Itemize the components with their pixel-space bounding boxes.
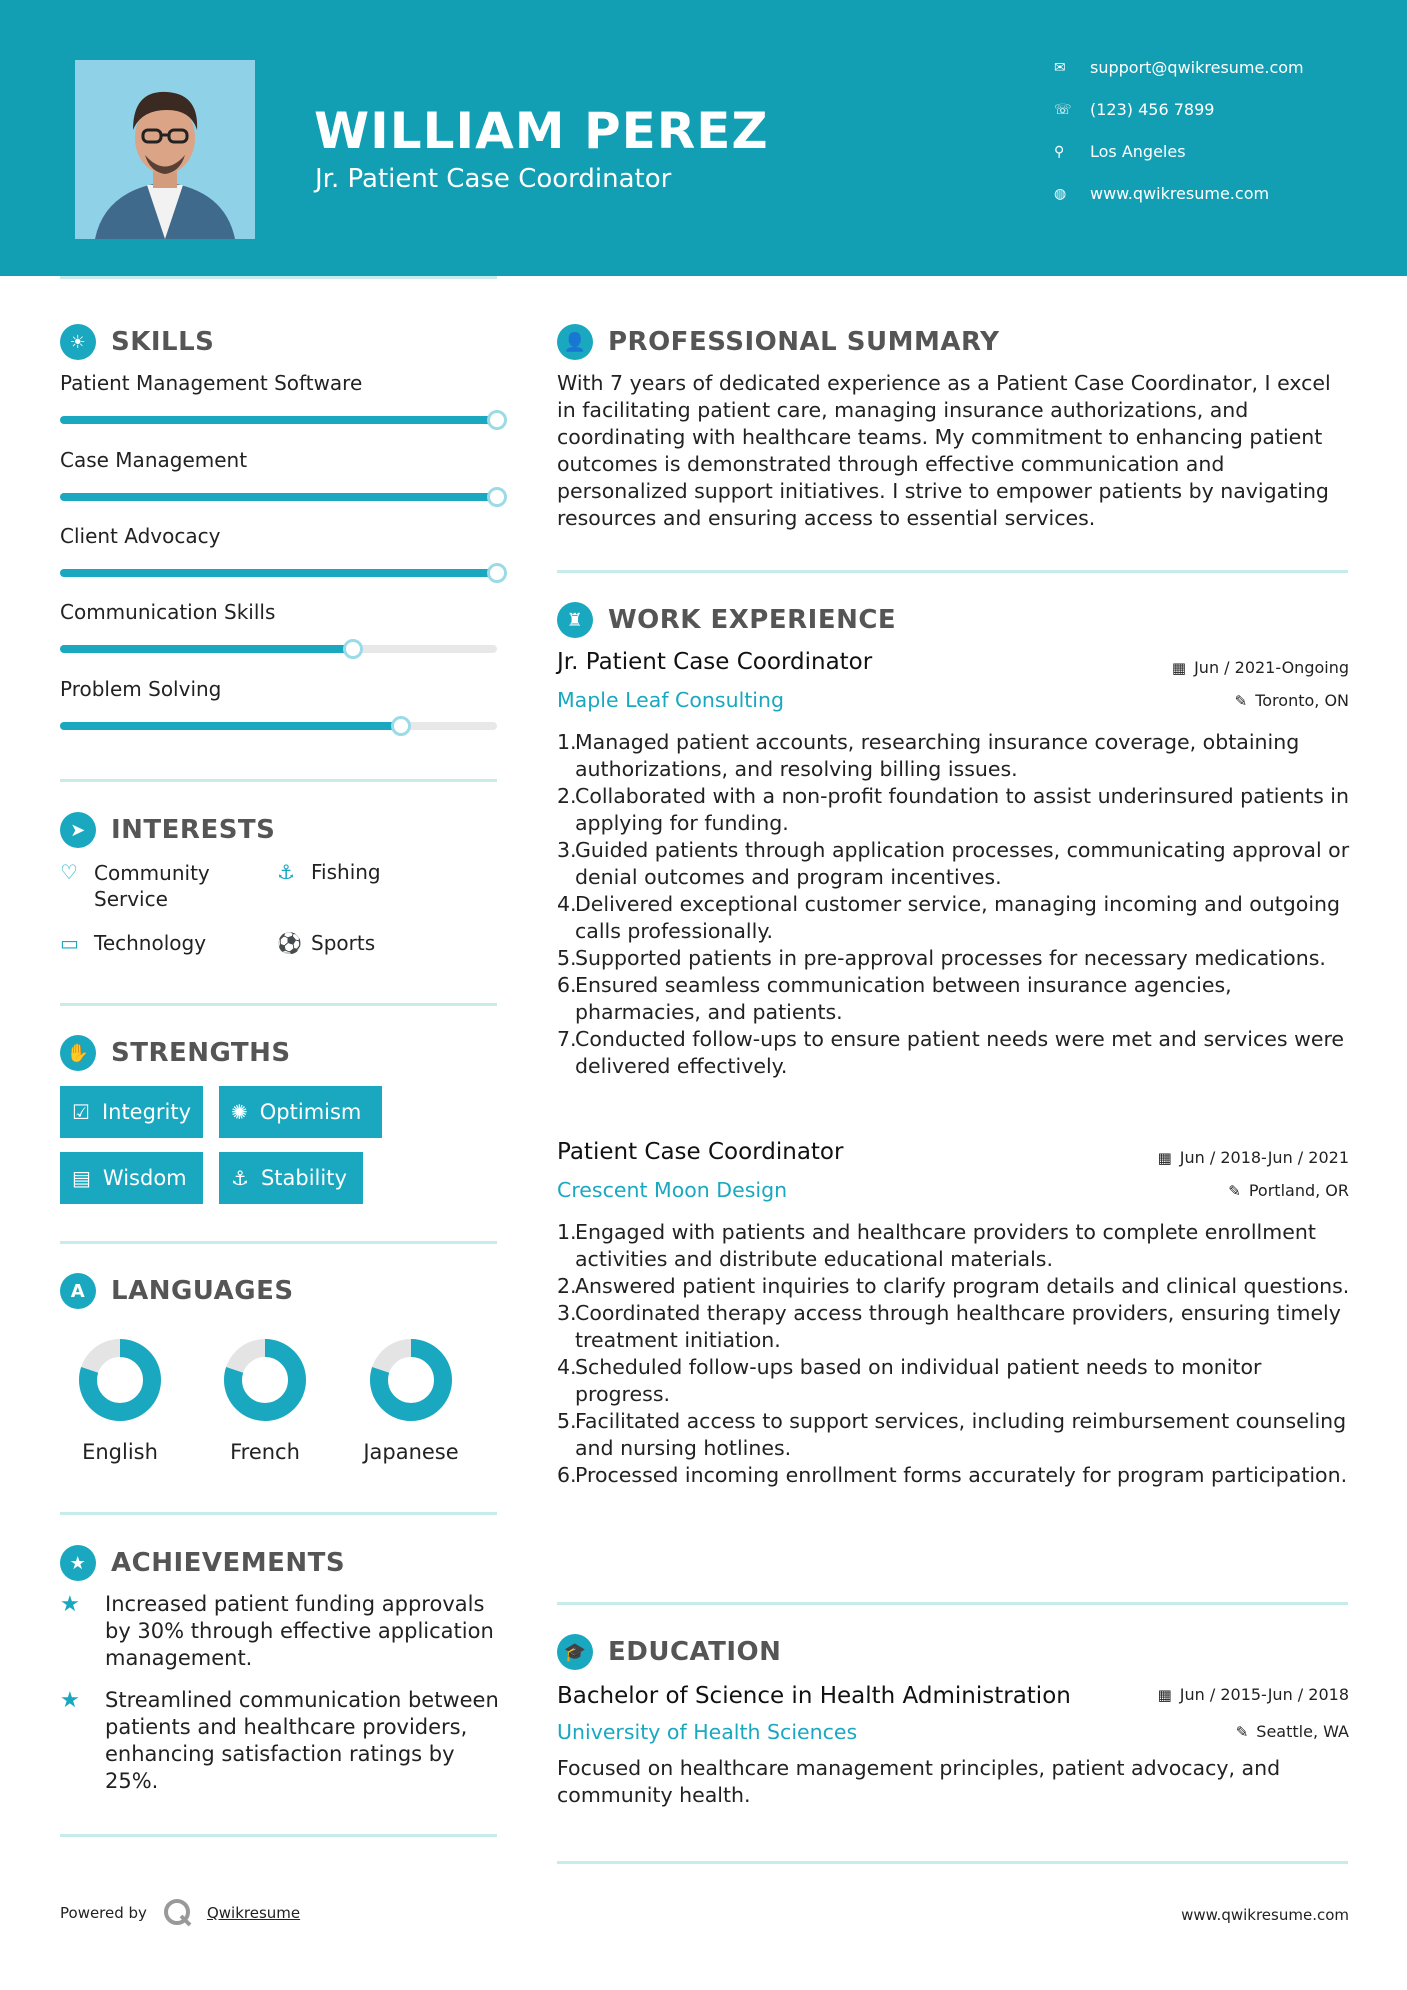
language-rings [60, 1325, 500, 1445]
education-dates: ▦ Jun / 2015-Jun / 2018 [1157, 1685, 1349, 1704]
pushpin-icon: ✎ [1235, 1723, 1249, 1741]
location-pin-icon: ⚲ [1054, 143, 1065, 160]
skill-name: Case Management [60, 448, 248, 472]
skill-name: Patient Management Software [60, 371, 363, 395]
job-bullet: 3. Coordinated therapy access through healthcare providers, ensuring timely treatment initiation. [557, 1301, 1341, 1352]
divider [60, 1512, 497, 1515]
summary-heading: 👤 PROFESSIONAL SUMMARY [557, 324, 999, 360]
skill-bar-fill [60, 722, 401, 730]
skill-name: Communication Skills [60, 600, 276, 624]
envelope-icon: ✉ [1054, 59, 1066, 76]
language-ring-japanese [379, 1348, 443, 1412]
qwikresume-logo-icon [163, 1898, 193, 1928]
summary-text: With 7 years of dedicated experience as a Patient Case Coordinator, I excel in facilitating patient care, managing insurance authorizations, and coordinating with healthcare teams. My commitment to enhancing patient outcomes is demonstrated through effective communication and personalized support initiatives. I strive to empower patients by navigating resources and ensuring access to essential services. [557, 371, 1331, 530]
divider [557, 1861, 1348, 1864]
job-bullet: 1. Managed patient accounts, researching insurance coverage, obtaining authorizations, and resolving billing issues. [557, 730, 1300, 781]
skill-bar [60, 722, 497, 730]
strength-chip: ▤ Wisdom [60, 1152, 203, 1204]
contact-email[interactable]: ✉ support@qwikresume.com [1054, 58, 1304, 77]
lightbulb-icon: ☀ [60, 324, 96, 360]
skill-bar-fill [60, 416, 497, 424]
interest-item: ♡ Community Service [60, 860, 210, 911]
skill-bar-fill [60, 569, 497, 577]
language-ring-english [88, 1348, 152, 1412]
achievements-heading: ★ ACHIEVEMENTS [60, 1545, 345, 1581]
interest-item: ▭ Technology [60, 931, 207, 955]
strengths-heading: ✋ STRENGTHS [60, 1035, 291, 1071]
anchor-icon: ⚓ [231, 1166, 249, 1190]
sun-icon: ✺ [231, 1100, 248, 1124]
pushpin-icon: ✎ [1234, 692, 1248, 710]
shooting-star-icon: ★ [60, 1688, 80, 1713]
strength-chip: ⚓ Stability [219, 1152, 363, 1204]
skill-bar-knob [391, 716, 411, 736]
skill-bar [60, 416, 497, 424]
skill-name: Client Advocacy [60, 524, 221, 548]
interest-item: ⚽ Sports [277, 931, 376, 955]
job-bullet: 4. Delivered exceptional customer service, managing incoming and outgoing calls professionally. [557, 892, 1341, 943]
chair-icon: ♜ [557, 602, 593, 638]
footer-website[interactable]: www.qwikresume.com [1181, 1906, 1349, 1924]
job-bullet: 2. Answered patient inquiries to clarify program details and clinical questions. [557, 1274, 1350, 1298]
header-banner [0, 0, 1407, 276]
skill-bar [60, 645, 497, 653]
job-bullet: 4. Scheduled follow-ups based on individual patient needs to monitor progress. [557, 1355, 1262, 1406]
translate-icon: A [60, 1273, 96, 1309]
skill-bar-knob [487, 410, 507, 430]
job-bullet: 7. Conducted follow-ups to ensure patient needs were met and services were delivered effectively. [557, 1027, 1345, 1078]
calendar-icon: ▦ [1171, 659, 1187, 677]
paper-plane-icon: ➤ [60, 812, 96, 848]
divider [60, 1241, 497, 1244]
job-location: ✎ Toronto, ON [1234, 691, 1349, 710]
job-bullet: 3. Guided patients through application processes, communicating approval or denial outcomes and program incentives. [557, 838, 1350, 889]
phone-icon: ☏ [1054, 101, 1072, 118]
divider [60, 1834, 497, 1837]
job-dates: ▦ Jun / 2018-Jun / 2021 [1157, 1148, 1349, 1167]
skill-name: Problem Solving [60, 677, 222, 701]
strength-chip: ☑ Integrity [60, 1086, 203, 1138]
interests-heading: ➤ INTERESTS [60, 812, 275, 848]
heart-hand-icon: ♡ [60, 860, 78, 884]
job-title: Patient Case Coordinator [557, 1139, 844, 1165]
skill-bar-fill [60, 493, 497, 501]
contact-location: ⚲ Los Angeles [1054, 142, 1186, 161]
education-location: ✎ Seattle, WA [1235, 1722, 1349, 1741]
graduate-icon: 🎓 [557, 1634, 593, 1670]
skill-bar [60, 569, 497, 577]
star-badge-icon: ★ [60, 1545, 96, 1581]
interest-item: ⚓ Fishing [277, 860, 381, 884]
language-label: French [230, 1440, 300, 1464]
job-bullets [557, 729, 1357, 1080]
strength-chip: ✺ Optimism [219, 1086, 382, 1138]
divider [557, 570, 1348, 573]
education-description: Focused on healthcare management principles, patient advocacy, and community health. [557, 1756, 1281, 1807]
divider [60, 779, 497, 782]
divider [557, 1602, 1348, 1605]
divider [60, 276, 497, 279]
profile-photo [75, 60, 255, 239]
job-company: Maple Leaf Consulting [557, 688, 785, 712]
candidate-role: Jr. Patient Case Coordinator [315, 164, 672, 194]
education-heading: 🎓 EDUCATION [557, 1634, 781, 1670]
book-icon: ▤ [72, 1166, 91, 1190]
language-label: English [82, 1440, 158, 1464]
skills-heading: ☀ SKILLS [60, 324, 214, 360]
skill-bar [60, 493, 497, 501]
experience-heading: ♜ WORK EXPERIENCE [557, 602, 896, 638]
soccer-ball-icon: ⚽ [277, 931, 302, 955]
calendar-icon: ▦ [1157, 1149, 1172, 1167]
divider [60, 1003, 497, 1006]
shooting-star-icon: ★ [60, 1592, 80, 1617]
job-bullets [557, 1219, 1357, 1489]
laptop-icon: ▭ [60, 931, 79, 955]
degree-title: Bachelor of Science in Health Administration [557, 1683, 1071, 1709]
anchor-icon: ⚓ [277, 860, 295, 884]
job-bullet: 1. Engaged with patients and healthcare providers to complete enrollment activities and distribute educational materials. [557, 1220, 1316, 1271]
contact-phone[interactable]: ☏ (123) 456 7899 [1054, 100, 1215, 119]
qwikresume-link[interactable]: Qwikresume [206, 1904, 301, 1922]
pushpin-icon: ✎ [1228, 1182, 1241, 1200]
job-company: Crescent Moon Design [557, 1178, 788, 1202]
skill-bar-knob [487, 487, 507, 507]
globe-icon: ◍ [1054, 185, 1067, 202]
job-bullet: 2. Collaborated with a non-profit foundation to assist underinsured patients in applying for funding. [557, 784, 1349, 835]
job-location: ✎ Portland, OR [1228, 1181, 1349, 1200]
job-bullet: 6. Ensured seamless communication between insurance agencies, pharmacies, and patients. [557, 973, 1232, 1024]
job-bullet: 5. Supported patients in pre-approval processes for necessary medications. [557, 946, 1326, 970]
user-icon: 👤 [557, 324, 593, 360]
skill-bar-fill [60, 645, 353, 653]
job-dates: ▦ Jun / 2021-Ongoing [1171, 658, 1349, 677]
achievement-item: ★ Increased patient funding approvals by 30% through effective application management. [60, 1592, 494, 1670]
skill-bar-knob [343, 639, 363, 659]
checkbox-icon: ☑ [72, 1100, 90, 1124]
language-label: Japanese [363, 1440, 459, 1464]
job-title: Jr. Patient Case Coordinator [557, 649, 873, 675]
footer-powered-by: Powered by Qwikresume [60, 1898, 300, 1928]
school-name: University of Health Sciences [557, 1720, 858, 1744]
languages-heading: A LANGUAGES [60, 1273, 294, 1309]
job-bullet: 6. Processed incoming enrollment forms accurately for program participation. [557, 1463, 1348, 1487]
skill-bar-knob [487, 563, 507, 583]
hand-icon: ✋ [60, 1035, 96, 1071]
calendar-icon: ▦ [1157, 1686, 1172, 1704]
job-bullet: 5. Facilitated access to support services, including reimbursement counseling and nursing hotlines. [557, 1409, 1347, 1460]
candidate-name: WILLIAM PEREZ [314, 102, 769, 160]
contact-website[interactable]: ◍ www.qwikresume.com [1054, 184, 1270, 203]
achievement-item: ★ Streamlined communication between patients and healthcare providers, enhancing satisfaction ratings by 25%. [60, 1688, 499, 1793]
language-ring-french [233, 1348, 297, 1412]
